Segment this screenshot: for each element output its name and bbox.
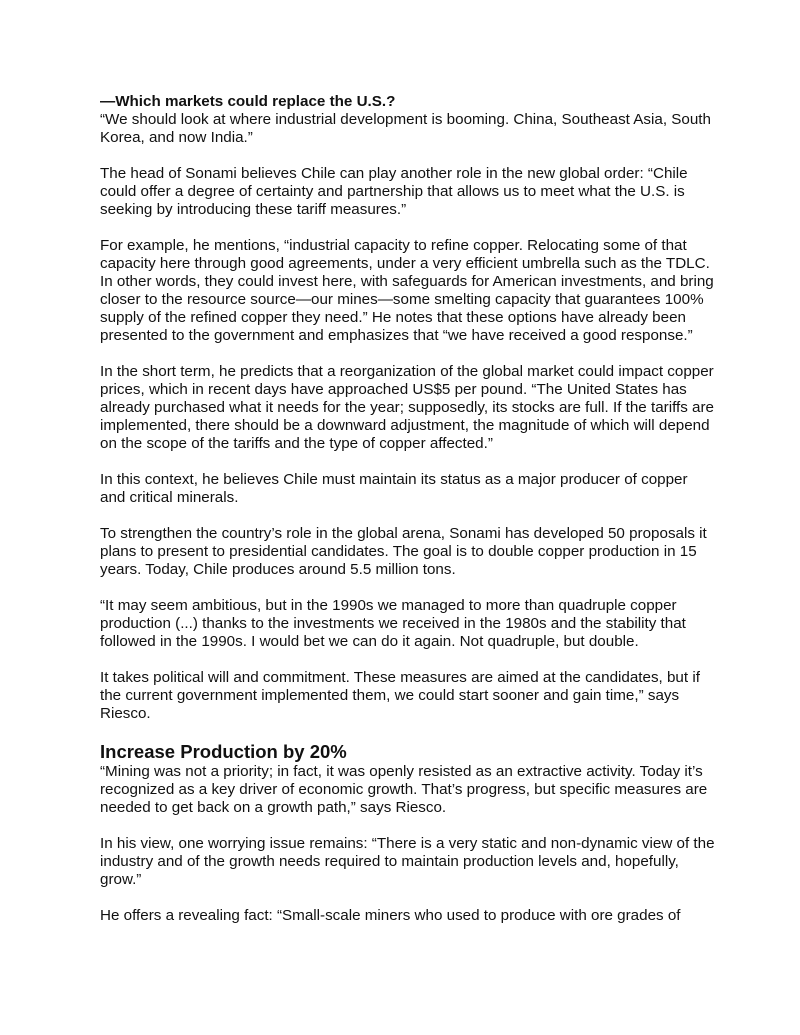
paragraph: It takes political will and commitment. These measures are aimed at the candidates, but if the current government implemented them, we could start sooner and gain time,” says Riesco.	[100, 669, 700, 722]
article-body	[100, 93, 715, 943]
paragraph: In this context, he believes Chile must maintain its status as a major producer of copper and critical minerals.	[100, 471, 688, 506]
paragraph: He offers a revealing fact: “Small-scale miners who used to produce with ore grades of	[100, 907, 681, 924]
section-heading: Increase Production by 20%	[100, 741, 347, 762]
paragraph: “We should look at where industrial development is booming. China, Southeast Asia, South Korea, and now India.”	[100, 111, 711, 146]
paragraph: To strengthen the country’s role in the global arena, Sonami has developed 50 proposals it plans to present to presidential candidates. The goal is to double copper production in 15 years. Today, Chile produces around 5.5 million tons.	[100, 525, 707, 578]
paragraph: For example, he mentions, “industrial capacity to refine copper. Relocating some of that capacity here through good agreements, under a very efficient umbrella such as the TDLC. In other words, they could invest here, with safeguards for American investments, and bring closer to the resource source—our mines—some smelting capacity that guarantees 100% supply of the refined copper they need.” He notes that these options have already been presented to the government and emphasizes that “we have received a good response.”	[100, 237, 714, 344]
paragraph: In the short term, he predicts that a reorganization of the global market could impact copper prices, which in recent days have approached US$5 per pound. “The United States has already purchased what it needs for the year; supposedly, its stocks are full. If the tariffs are implemented, there should be a downward adjustment, the magnitude of which will depend on the scope of the tariffs and the type of copper affected.”	[100, 363, 715, 452]
article-subhead: —Which markets could replace the U.S.?	[100, 93, 396, 110]
paragraph: “It may seem ambitious, but in the 1990s we managed to more than quadruple copper production (...) thanks to the investments we received in the 1980s and the stability that followed in the 1990s. I would bet we can do it again. Not quadruple, but double.	[100, 597, 686, 650]
paragraph: In his view, one worrying issue remains: “There is a very static and non-dynamic view of the industry and of the growth needs required to maintain production levels and, hopefully, grow.”	[100, 835, 715, 888]
paragraph: “Mining was not a priority; in fact, it was openly resisted as an extractive activity. Today it’s recognized as a key driver of economic growth. That’s progress, but specific measures are needed to get back on a growth path,” says Riesco.	[100, 763, 708, 816]
paragraph: The head of Sonami believes Chile can play another role in the new global order: “Chile could offer a degree of certainty and partnership that allows us to meet what the U.S. is seeking by introducing these tariff measures.”	[100, 165, 688, 218]
